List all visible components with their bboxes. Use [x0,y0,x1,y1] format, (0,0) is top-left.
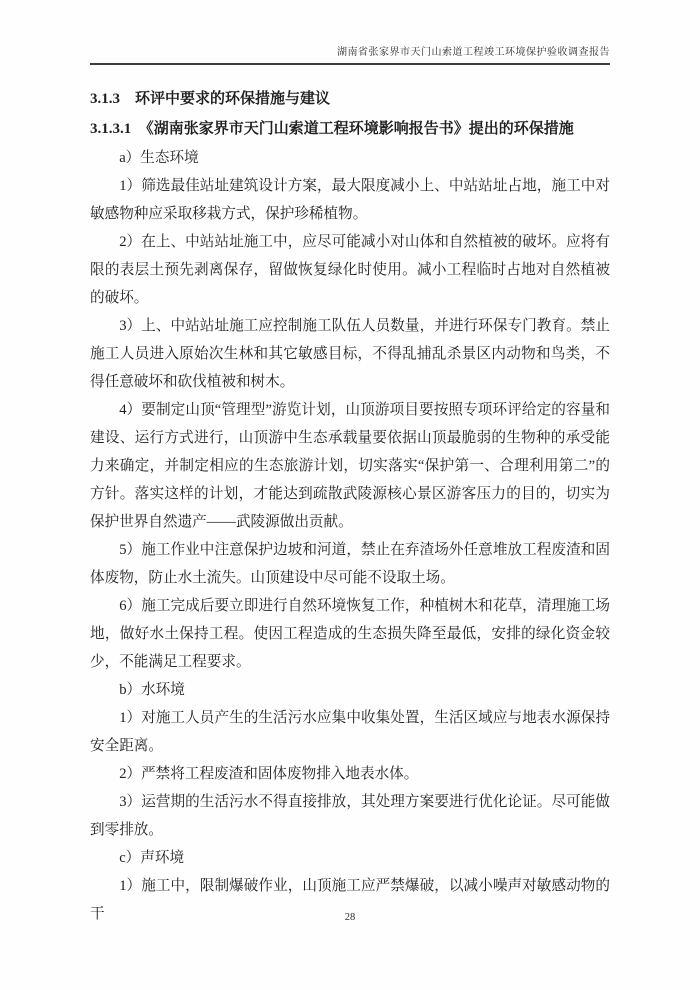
header-rule [90,63,610,65]
paragraph-eco-item-4: 4）要制定山顶“管理型”游览计划，山顶游项目要按照专项环评给定的容量和建设、运行方式进行，山顶游中生态承载量要依据山顶最脆弱的生物种的承受能力来确定，并制定相应的生态旅游计划，切实落实“保护第一、合理利用第二”的方针。落实这样的计划，才能达到疏散武陵源核心景区游客压力的目的，切实为保护世界自然遗产——武陵源做出贡献。 [90,402,610,530]
paragraph-eco-item-2: 2）在上、中站站址施工中，应尽可能减小对山体和自然植被的破坏。应将有限的表层土预先剥离保存，留做恢复绿化时使用。减小工程临时占地对自然植被的破坏。 [90,234,610,306]
paragraph-noise-label: c）声环境 [119,850,185,866]
paragraph-eco-item-6: 6）施工完成后要立即进行自然环境恢复工作，种植树木和花草，清理施工场地，做好水土保持工程。使因工程造成的生态损失降至最低，安排的绿化资金较少，不能满足工程要求。 [90,598,610,670]
paragraph-water-label: b）水环境 [119,682,185,698]
paragraph-noise-item-1: 1）施工中，限制爆破作业，山顶施工应严禁爆破，以减小噪声对敏感动物的干 [90,878,610,922]
paragraph-water-item-3: 3）运营期的生活污水不得直接排放，其处理方案要进行优化论证。尽可能做到零排放。 [90,794,610,838]
paragraph-water-item-1: 1）对施工人员产生的生活污水应集中收集处置，生活区域应与地表水源保持安全距离。 [90,710,610,754]
paragraph-eco-item-5: 5）施工作业中注意保护边坡和河道，禁止在弃渣场外任意堆放工程废渣和固体废物，防止水土流失。山顶建设中尽可能不设取土场。 [90,542,610,586]
document-body [90,84,610,928]
paragraph-eco-item-3: 3）上、中站站址施工应控制施工队伍人员数量，并进行环保专门教育。禁止施工人员进入原始次生林和其它敏感目标，不得乱捕乱杀景区内动物和鸟类，不得任意破坏和砍伐植被和树木。 [90,318,610,390]
paragraph-eco-label: a）生态环境 [119,150,199,166]
paragraph-eco-item-1: 1）筛选最佳站址建筑设计方案，最大限度减小上、中站站址占地，施工中对敏感物种应采取移栽方式，保护珍稀植物。 [90,178,610,222]
subsection-heading: 3.1.3.1 《湖南张家界市天门山索道工程环境影响报告书》提出的环保措施 [90,121,574,137]
paragraph-water-item-2: 2）严禁将工程废渣和固体废物排入地表水体。 [119,766,419,782]
running-header: 湖南省张家界市天门山索道工程竣工环境保护验收调查报告 [337,47,610,58]
section-heading: 3.1.3 环评中要求的环保措施与建议 [90,91,331,107]
page-number: 28 [344,912,356,923]
